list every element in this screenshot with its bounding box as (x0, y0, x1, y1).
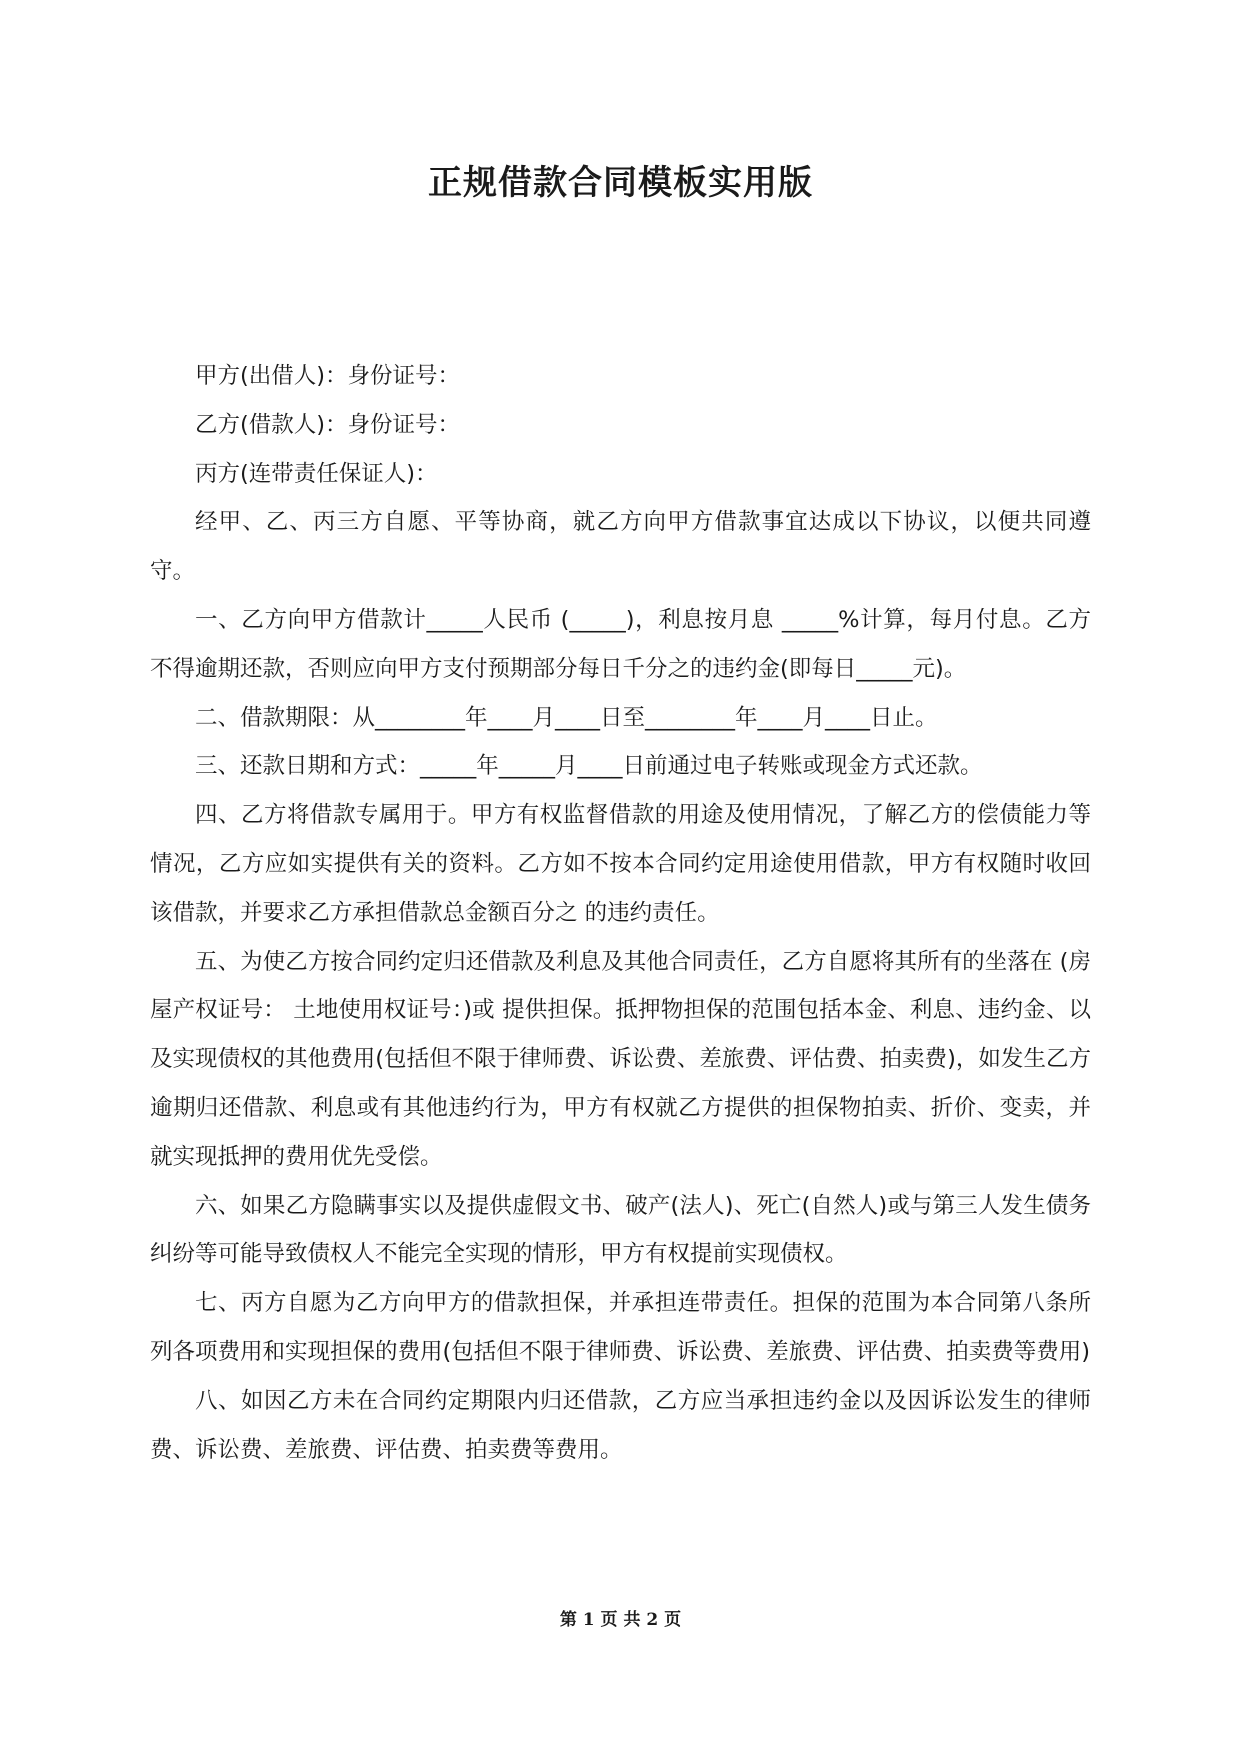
party-c-line: 丙方(连带责任保证人)： (195, 460, 438, 487)
clause-8: 八、如因乙方未在合同约定期限内归还借款，乙方应当承担违约金以及因诉讼发生的律师费、诉讼费、差旅费、评估费、拍卖费等费用。 (150, 1387, 1091, 1463)
clause-1: 一、乙方向甲方借款计_____人民币 (_____)，利息按月息 _____%计算，每月付息。乙方不得逾期还款，否则应向甲方支付预期部分每日千分之的违约金(即每日_____元)。 (150, 606, 1091, 682)
page-number-footer: 第 1 页 共 2 页 (559, 1610, 682, 1630)
clause-3: 三、还款日期和方式：_____年_____月____日前通过电子转账或现金方式还款。 (195, 753, 983, 780)
clause-6: 六、如果乙方隐瞒事实以及提供虚假文书、破产(法人)、死亡(自然人)或与第三人发生债务纠纷等可能导致债权人不能完全实现的情形，甲方有权提前实现债权。 (150, 1192, 1091, 1268)
document-body (150, 352, 1091, 1474)
clause-4: 四、乙方将借款专属用于。甲方有权监督借款的用途及使用情况，了解乙方的偿债能力等情况，乙方应如实提供有关的资料。乙方如不按本合同约定用途使用借款，甲方有权随时收回该借款，并要求乙方承担借款总金额百分之 的违约责任。 (150, 802, 1091, 926)
preamble-paragraph: 经甲、乙、丙三方自愿、平等协商，就乙方向甲方借款事宜达成以下协议，以便共同遵守。 (150, 509, 1091, 585)
clause-2: 二、借款期限：从________年____月____日至________年____月____日止。 (195, 704, 938, 731)
party-b-line: 乙方(借款人)：身份证号： (195, 411, 461, 438)
document-title: 正规借款合同模板实用版 (428, 163, 813, 203)
clause-7: 七、丙方自愿为乙方向甲方的借款担保，并承担连带责任。担保的范围为本合同第八条所列各项费用和实现担保的费用(包括但不限于律师费、诉讼费、差旅费、评估费、拍卖费等费用) (150, 1290, 1091, 1365)
clause-5: 五、为使乙方按合同约定归还借款及利息及其他合同责任，乙方自愿将其所有的坐落在 (房屋产权证号： 土地使用权证号：)或 提供担保。抵押物担保的范围包括本金、利息、违约金、以及实现债权的其他费用(包括但不限于律师费、诉讼费、差旅费、评估费、拍卖费)，如发生乙方逾期归还借款、利息或有其他违约行为，甲方有权就乙方提供的担保物拍卖、折价、变卖，并就实现抵押的费用优先受偿。 (150, 948, 1091, 1170)
party-a-line: 甲方(出借人)：身份证号： (195, 363, 461, 389)
